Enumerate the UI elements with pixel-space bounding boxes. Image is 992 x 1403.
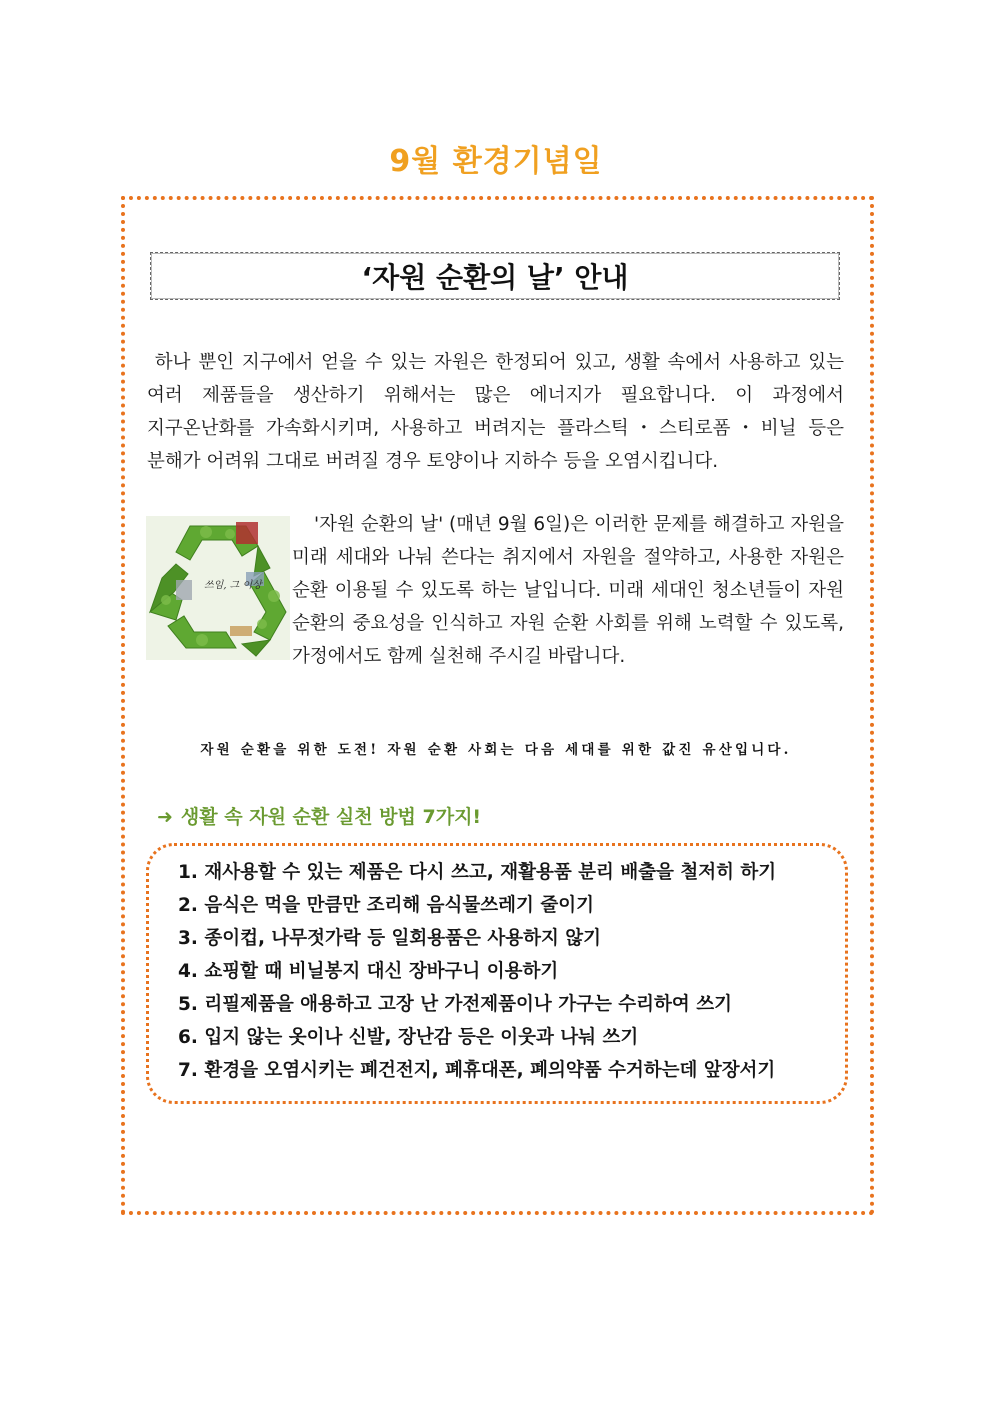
list-item: 3. 종이컵, 나무젓가락 등 일회용품은 사용하지 않기 [178,928,601,949]
slogan: 자원 순환을 위한 도전! 자원 순환 사회는 다음 세대를 위한 값진 유산입니다. [200,742,792,758]
notice-title-box [150,252,840,300]
recycle-symbol-image [146,516,290,660]
tips-heading-text: 생활 속 자원 순환 실천 방법 7가지! [180,806,482,828]
list-item: 1. 재사용할 수 있는 제품은 다시 쓰고, 재활용품 분리 배출을 철저히 하기 [178,862,777,883]
notice-title: ‘자원 순환의 날’ 안내 [361,261,629,294]
list-item: 2. 음식은 먹을 만큼만 조리해 음식물쓰레기 줄이기 [178,895,594,916]
list-item: 4. 쇼핑할 때 비닐봉지 대신 장바구니 이용하기 [178,961,559,982]
day-description-paragraph: '자원 순환의 날' (매년 9월 6일)은 이러한 문제를 해결하고 자원을 미래 세대와 나눠 쓴다는 취지에서 자원을 절약하고, 사용한 자원은 순환 이용될 수 있도록 하는 날입니다. 미래 세대인 청소년들이 자원 순환의 중요성을 인식하고 자원 순환 사회를 위해 노력할 수 있도록, 가정에서도 함께 실천해 주시길 바랍니다. [292,514,844,667]
list-item: 6. 입지 않는 옷이나 신발, 장난감 등은 이웃과 나눠 쓰기 [178,1027,639,1048]
tips-heading [157,802,481,829]
tips-list [178,856,776,1087]
list-item: 7. 환경을 오염시키는 폐건전지, 폐휴대폰, 폐의약품 수거하는데 앞장서기 [178,1060,776,1081]
intro-paragraph: 하나 뿐인 지구에서 얻을 수 있는 자원은 한정되어 있고, 생활 속에서 사용하고 있는 여러 제품들을 생산하기 위해서는 많은 에너지가 필요합니다. 이 과정에서 지구온난화를 가속화시키며, 사용하고 버려지는 플라스틱・스티로폼・비닐 등은 분해가 어려워 그대로 버려질 경우 토양이나 지하수 등을 오염시킵니다. [147,352,850,472]
arrow-right-icon: ➜ [157,806,173,828]
page-title: 9월 환경기념일 [389,144,603,179]
image-caption: 쓰임, 그 이상 [204,580,262,591]
list-item: 5. 리필제품을 애용하고 고장 난 가전제품이나 가구는 수리하여 쓰기 [178,994,732,1015]
